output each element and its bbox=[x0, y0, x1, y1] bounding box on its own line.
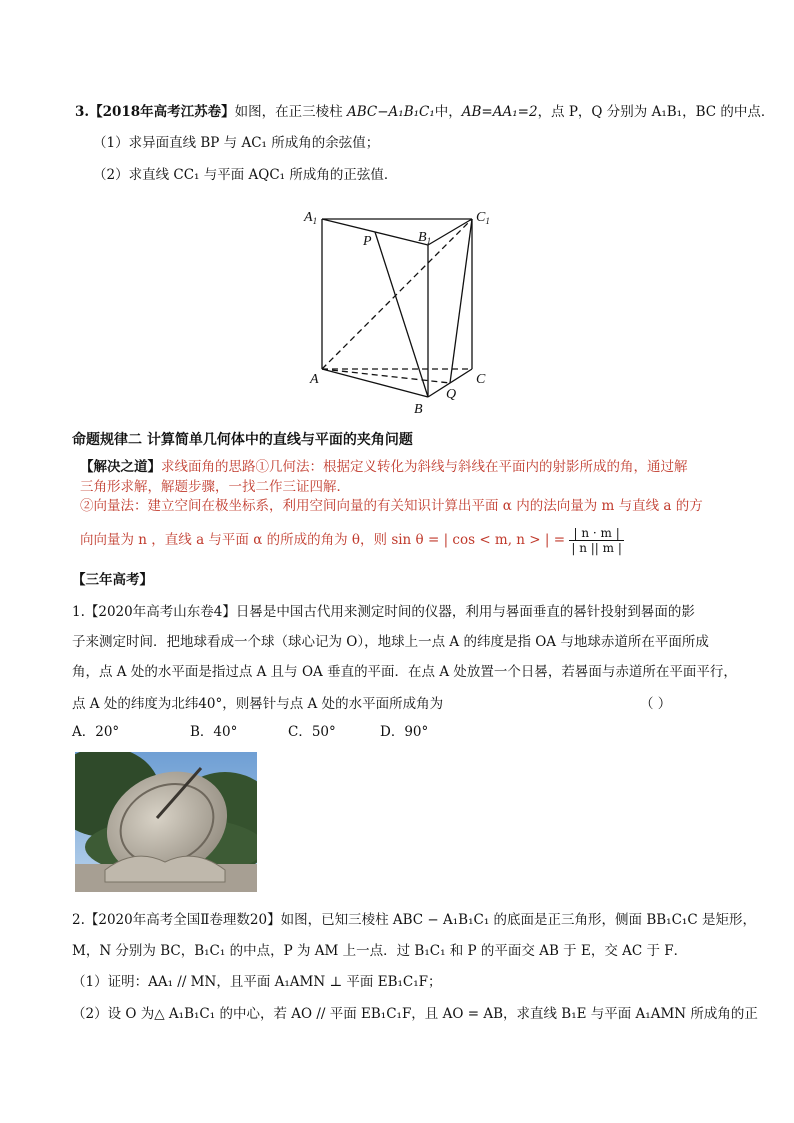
label-a1: $A_1$ bbox=[304, 210, 318, 226]
q2-part2: （2）设 O 为△ A₁B₁C₁ 的中心，若 AO // 平面 EB₁C₁F，且 AO = AB，求直线 B₁E 与平面 A₁AMN 所成角的正 bbox=[72, 1006, 758, 1022]
q1-line2: 子来测定时间．把地球看成一个球（球心记为 O），地球上一点 A 的纬度是指 OA 与地球赤道所在平面所成 bbox=[72, 634, 709, 650]
rule2-method1-b: 三角形求解，解题步骤，一找二作三证四解． bbox=[80, 479, 350, 495]
prism-figure bbox=[300, 205, 500, 417]
q3-part1: （1）求异面直线 BP 与 AC₁ 所成角的余弦值； bbox=[93, 135, 380, 151]
choice-a: A．20° bbox=[72, 724, 120, 740]
rule2-method2-a: ②向量法：建立空间在极坐标系，利用空间向量的有关知识计算出平面 α 内的法向量为 m 与直线 a 的方 bbox=[80, 498, 703, 514]
rule2-method2-b: 向向量为 n ，直线 a 与平面 α 的所成的角为 θ，则 sin θ = | cos < m, n > | = $\frac{| n \cdot m |}{| n || m |}$ bbox=[80, 526, 622, 555]
sundial-photo bbox=[75, 752, 257, 892]
q1-line3: 角，点 A 处的水平面是指过点 A 且与 OA 垂直的平面．在点 A 处放置一个日晷，若晷面与赤道所在平面平行， bbox=[72, 664, 737, 680]
choice-d: D．90° bbox=[380, 724, 429, 740]
label-b: B bbox=[414, 402, 423, 417]
q2-line1: 2.【2020年高考全国Ⅱ卷理数20】如图，已知三棱柱 ABC − A₁B₁C₁ 的底面是正三角形，侧面 BB₁C₁C 是矩形， bbox=[72, 912, 756, 928]
segment-qc1 bbox=[450, 219, 472, 383]
label-q: Q bbox=[446, 387, 457, 402]
q1-line1: 1.【2020年高考山东卷4】日晷是中国古代用来测定时间的仪器，利用与晷面垂直的晷针投射到晷面的影 bbox=[72, 604, 695, 620]
choice-c: C．50° bbox=[288, 724, 336, 740]
choice-b: B．40° bbox=[190, 724, 238, 740]
q2-line2: M，N 分别为 BC，B₁C₁ 的中点，P 为 AM 上一点．过 B₁C₁ 和 P 的平面交 AB 于 E，交 AC 于 F． bbox=[72, 943, 688, 959]
rule2-title: 命题规律二 计算简单几何体中的直线与平面的夹角问题 bbox=[72, 432, 413, 448]
rule2-method1-a: 【解决之道】求线面角的思路①几何法：根据定义转化为斜线与斜线在平面内的射影所成的角，通过解 bbox=[80, 459, 688, 475]
segment-bp bbox=[375, 232, 428, 397]
answer-bracket: （ ） bbox=[640, 696, 672, 712]
label-a: A bbox=[310, 372, 319, 387]
segment-ac1 bbox=[322, 219, 472, 369]
label-p: P bbox=[363, 234, 372, 249]
label-c: C bbox=[476, 372, 486, 387]
segment-aq bbox=[322, 369, 450, 383]
q3-stem: 3.【2018年高考江苏卷】如图，在正三棱柱 ABC−A₁B₁C₁中，AB=AA₁=2，点 P，Q 分别为 A₁B₁，BC 的中点． bbox=[75, 104, 775, 120]
q2-part1: （1）证明：AA₁ // MN，且平面 A₁AMN ⊥ 平面 EB₁C₁F； bbox=[72, 974, 442, 990]
section-title: 【三年高考】 bbox=[72, 572, 153, 588]
label-c1: $C_1$ bbox=[476, 210, 490, 226]
q1-line4: 点 A 处的纬度为北纬40°，则晷针与点 A 处的水平面所成角为 bbox=[72, 696, 444, 712]
formula-fraction: $\frac{| n \cdot m |}{| n || m |}$ bbox=[571, 526, 622, 555]
edge-ab bbox=[322, 369, 428, 397]
q3-part2: （2）求直线 CC₁ 与平面 AQC₁ 所成角的正弦值． bbox=[93, 167, 398, 183]
label-b1: $B_1$ bbox=[418, 230, 432, 246]
